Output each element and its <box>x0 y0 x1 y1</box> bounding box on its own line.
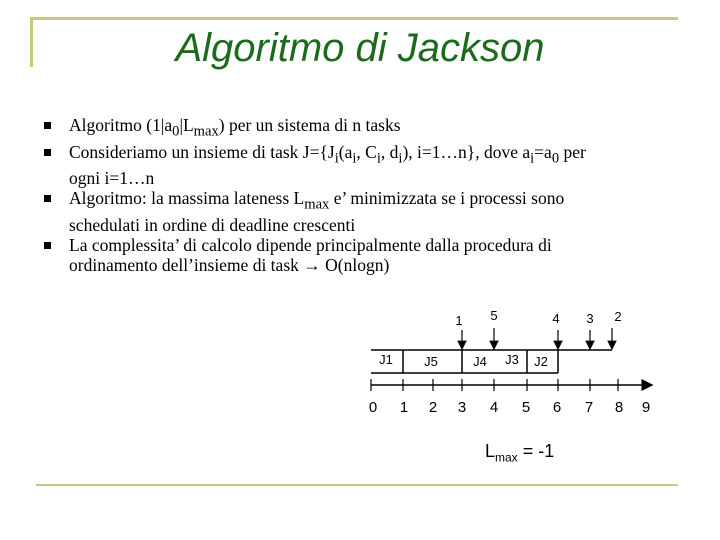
axis-tick-label: 7 <box>584 399 594 416</box>
axis-tick-label: 5 <box>521 399 531 416</box>
job-label: J1 <box>379 352 393 367</box>
axis-tick-label: 2 <box>428 399 438 416</box>
right-arrow-icon: → <box>303 254 321 275</box>
deadline-label: 2 <box>614 309 622 324</box>
axis-tick-label: 6 <box>552 399 562 416</box>
deadline-label: 3 <box>586 311 594 326</box>
job-label: J5 <box>424 354 438 369</box>
axis-tick-label: 1 <box>399 399 409 416</box>
axis-tick-label: 3 <box>457 399 467 416</box>
axis-tick-label: 0 <box>368 399 378 416</box>
job-label: J3 <box>505 352 519 367</box>
deadline-label: 1 <box>455 313 463 328</box>
deadline-label: 4 <box>552 311 560 326</box>
job-label: J2 <box>534 354 548 369</box>
axis-tick-label: 8 <box>614 399 624 416</box>
slide-title: Algoritmo di Jackson <box>175 26 545 70</box>
bullet-item-4: La complessita’ di calcolo dipende principalmente dalla procedura di ordinamento dell’insieme di task → O(nlogn) <box>42 235 662 275</box>
axis-tick-label: 4 <box>489 399 499 416</box>
lmax-result: $L_{max} = -1$ <box>485 441 555 465</box>
deadline-label: 5 <box>490 308 498 323</box>
bullet-item-2: Consideriamo un insieme di task $J=\{J_i(a_i$, $C_i$, $d_i$), i=1…n}, dove $a_i=a_0$ per ogni i=1…n <box>42 142 662 189</box>
bullet-item-1: Algoritmo $(1|a_0|L_{max})$ per un sistema di n tasks <box>42 115 662 142</box>
bullet-item-3: Algoritmo: la massima lateness $L_{max}$ e’ minimizzata se i processi sono schedulati in ordine di deadline crescenti <box>42 188 662 235</box>
axis-tick-label: 9 <box>641 399 651 416</box>
job-label: J4 <box>473 354 487 369</box>
